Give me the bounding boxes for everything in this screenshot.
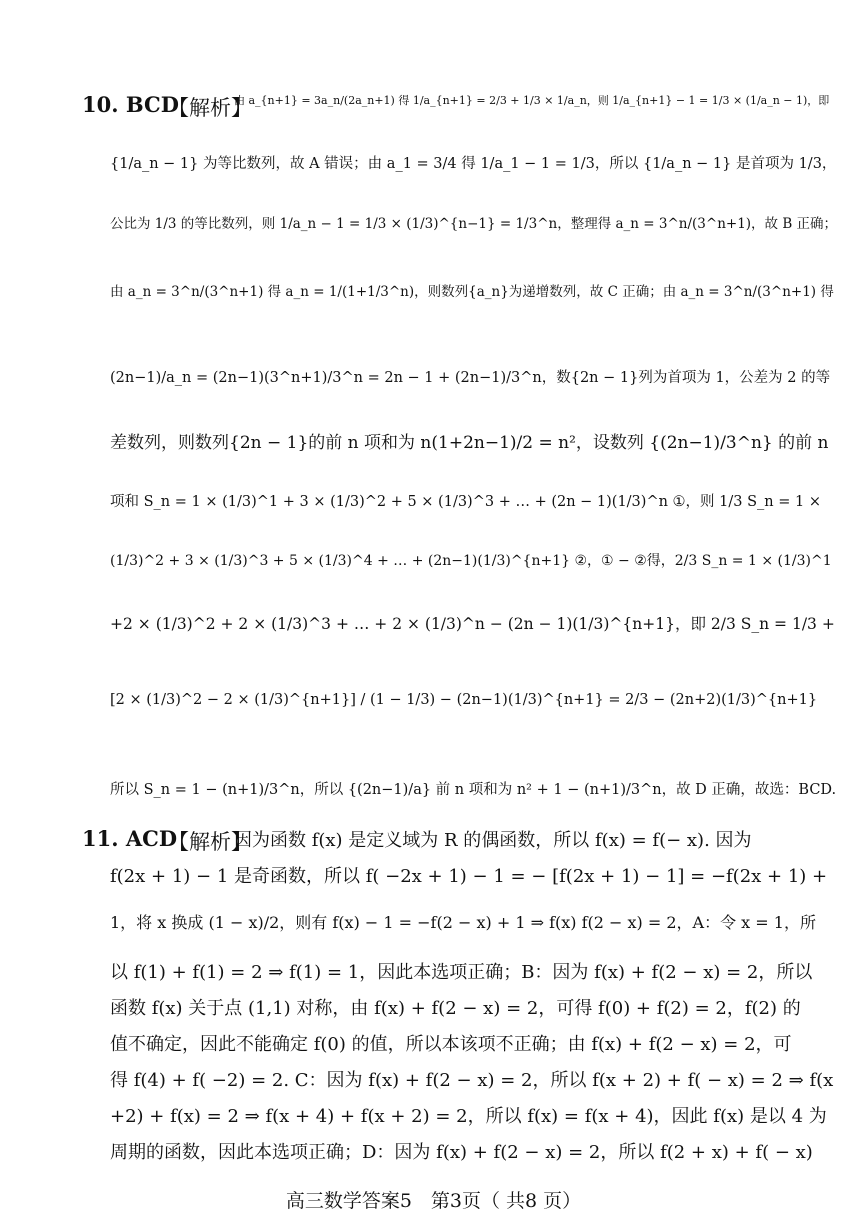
q11-line-3: 1，将 x 换成 (1 − x)/2，则有 f(x) − 1 = −f(2 − x) + 1 ⇒ f(x) f(2 − x) = 2，A：令 x = 1，所: [110, 913, 816, 932]
page-footer: 高三数学答案5 第3页（ 共8 页）: [285, 1190, 582, 1212]
q10-line-2: {1/a_n − 1} 为等比数列，故 A 错误；由 a_1 = 3/4 得 1/a_1 − 1 = 1/3，所以 {1/a_n − 1} 是首项为 1/3，: [110, 156, 837, 172]
q11-line-2: f(2x + 1) − 1 是奇函数，所以 f( −2x + 1) − 1 = − [f(2x + 1) − 1] = −f(2x + 1) +: [110, 866, 828, 887]
q11-line-5: 函数 f(x) 关于点 (1,1) 对称，由 f(x) + f(2 − x) = 2，可得 f(0) + f(2) = 2，f(2) 的: [110, 998, 801, 1019]
q10-line-5: (2n−1)/a_n = (2n−1)(3^n+1)/3^n = 2n − 1 + (2n−1)/3^n，数{2n − 1}列为首项为 1，公差为 2 的等: [110, 370, 831, 386]
q10-line-9: +2 × (1/3)^2 + 2 × (1/3)^3 + … + 2 × (1/3)^n − (2n − 1)(1/3)^{n+1}，即 2/3 S_n = 1/3 +: [110, 615, 835, 633]
q10-line-8: (1/3)^2 + 3 × (1/3)^3 + 5 × (1/3)^4 + … + (2n−1)(1/3)^{n+1} ②，① − ②得，2/3 S_n = 1 × (1/3)^1: [110, 553, 832, 569]
q11-line-9: 周期的函数，因此本选项正确；D：因为 f(x) + f(2 − x) = 2，所以 f(2 + x) + f( − x): [110, 1142, 813, 1163]
q10-line-3: 公比为 1/3 的等比数列，则 1/a_n − 1 = 1/3 × (1/3)^{n−1} = 1/3^n，整理得 a_n = 3^n/(3^n+1)，故 B 正确；: [110, 216, 838, 232]
question-10-number: 10. BCD: [82, 92, 179, 117]
q10-tag: 【解析】: [168, 96, 252, 120]
q10-line-6: 差数列，则数列{2n − 1}的前 n 项和为 n(1+2n−1)/2 = n²，设数列 {(2n−1)/3^n} 的前 n: [110, 433, 829, 453]
q10-line-10: [2 × (1/3)^2 − 2 × (1/3)^{n+1}] / (1 − 1/3) − (2n−1)(1/3)^{n+1} = 2/3 − (2n+2)(1/3)^{n+1}: [110, 692, 818, 708]
q11-line-6: 值不确定，因此不能确定 f(0) 的值，所以本该项不正确；由 f(x) + f(2 − x) = 2，可: [110, 1034, 792, 1055]
question-11-number: 11. ACD: [82, 826, 178, 851]
q10-line-11: 所以 S_n = 1 − (n+1)/3^n，所以 {(2n−1)/a} 前 n 项和为 n² + 1 − (n+1)/3^n，故 D 正确，故选：BCD.: [110, 782, 837, 798]
q11-tag: 【解析】: [168, 830, 252, 854]
q11-line-1: 因为函数 f(x) 是定义域为 R 的偶函数，所以 f(x) = f(− x). 因为: [234, 830, 752, 851]
q10-line-7: 项和 S_n = 1 × (1/3)^1 + 3 × (1/3)^2 + 5 × (1/3)^3 + … + (2n − 1)(1/3)^n ①，则 1/3 S_n = 1 ×: [110, 494, 821, 510]
q11-line-8: +2) + f(x) = 2 ⇒ f(x + 4) + f(x + 2) = 2，所以 f(x) = f(x + 4)，因此 f(x) 是以 4 为: [110, 1106, 827, 1127]
q11-line-4: 以 f(1) + f(1) = 2 ⇒ f(1) = 1，因此本选项正确；B：因为 f(x) + f(2 − x) = 2，所以: [110, 962, 813, 983]
q11-line-7: 得 f(4) + f( −2) = 2. C：因为 f(x) + f(2 − x) = 2，所以 f(x + 2) + f( − x) = 2 ⇒ f(x: [110, 1070, 834, 1091]
q10-line-1: 由 a_{n+1} = 3a_n/(2a_n+1) 得 1/a_{n+1} = 2/3 + 1/3 × 1/a_n，则 1/a_{n+1} − 1 = 1/3 × (1/a_n − 1)，即: [234, 94, 830, 107]
q10-line-4: 由 a_n = 3^n/(3^n+1) 得 a_n = 1/(1+1/3^n)，则数列{a_n}为递增数列，故 C 正确；由 a_n = 3^n/(3^n+1) 得: [110, 284, 834, 300]
